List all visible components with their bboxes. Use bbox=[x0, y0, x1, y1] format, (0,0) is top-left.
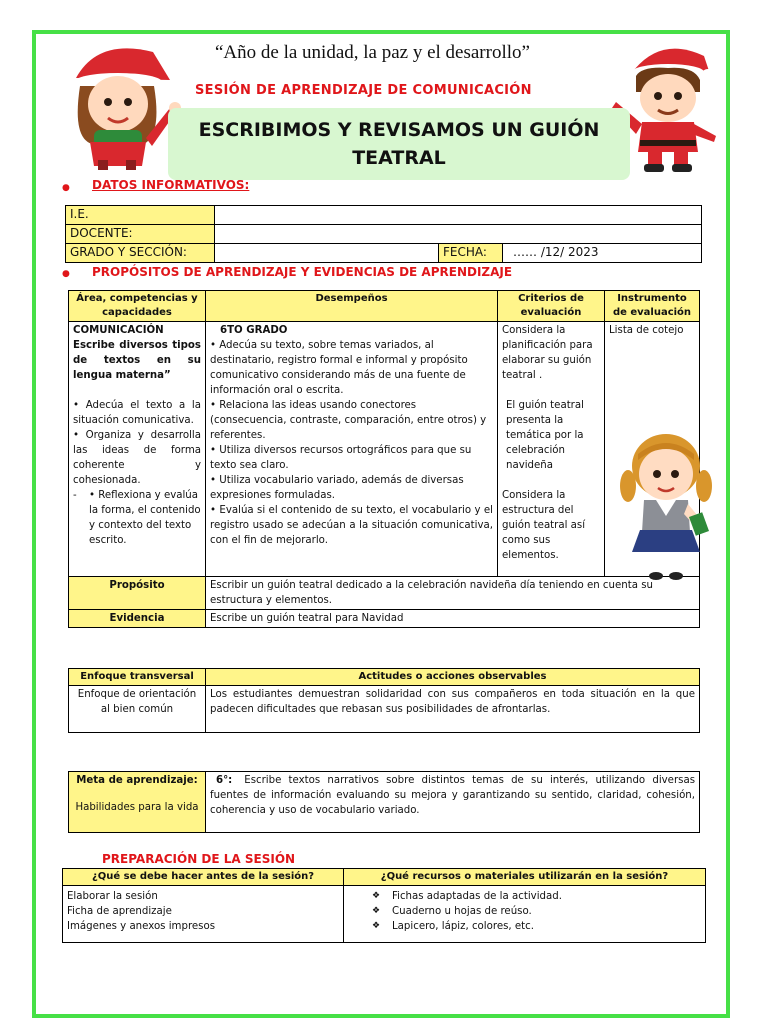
enfoque-text: Los estudiantes demuestran solidaridad con sus compañeros en toda situación en la que padecen dificultades que rebasan sus posibilidades de afrontarlas. bbox=[206, 686, 700, 733]
evidencia-label: Evidencia bbox=[69, 610, 206, 628]
antes-item: Ficha de aprendizaje bbox=[67, 906, 172, 917]
meta-table bbox=[68, 771, 700, 833]
ie-value bbox=[215, 206, 702, 225]
habilidades-label: Habilidades para la vida bbox=[75, 802, 199, 813]
desempeno-3: • Utiliza diversos recursos ortográficos para que su texto sea claro. bbox=[210, 445, 472, 471]
bullet-icon: ● bbox=[62, 269, 70, 279]
col-instrumento: Instrumento de evaluación bbox=[605, 291, 700, 322]
col-enfoque: Enfoque transversal bbox=[69, 669, 206, 686]
meta-label-cell bbox=[69, 772, 206, 833]
recursos-list bbox=[364, 889, 701, 934]
docente-value bbox=[215, 225, 702, 244]
antes-item: Elaborar la sesión bbox=[67, 891, 158, 902]
page-title bbox=[168, 116, 630, 172]
area-cell bbox=[69, 322, 206, 577]
capacidad-3: • Reflexiona y evalúa la forma, el contenido y contexto del texto escrito. bbox=[89, 490, 201, 546]
recurso-item: ❖ Cuaderno u hojas de reúso. bbox=[372, 904, 701, 919]
grado-value bbox=[215, 244, 439, 263]
meta-text: Escribe textos narrativos sobre distintos temas de su interés, utilizando diversas fuentes de información evaluando su mejora y garantizando su sentido, claridad, cohesión, coherencia y uso de vocabulario variado. bbox=[210, 775, 695, 816]
competencia: Escribe diversos tipos de textos en su lengua materna” bbox=[73, 340, 201, 381]
col-desempenos: Desempeños bbox=[206, 291, 498, 322]
criterios-cell bbox=[498, 322, 605, 577]
enfoque-name: Enfoque de orientación al bien común bbox=[69, 686, 206, 733]
col-criterios: Criterios de evaluación bbox=[498, 291, 605, 322]
proposito-text: Escribir un guión teatral dedicado a la celebración navideña día teniendo en cuenta su estructura y elementos. bbox=[206, 577, 700, 610]
meta-label: Meta de aprendizaje: bbox=[76, 775, 198, 786]
preparacion-heading: PREPARACIÓN DE LA SESIÓN bbox=[102, 852, 296, 866]
desempeno-5: • Evalúa si el contenido de su texto, el vocabulario y el registro usado se adecúan a la situación comunicativa, con el fin de mejorarlo. bbox=[210, 505, 493, 546]
capacidad-2: • Organiza y desarrolla las ideas de forma coherente y cohesionada. bbox=[73, 430, 201, 486]
meta-text-cell bbox=[206, 772, 700, 833]
desempeno-2: • Relaciona las ideas usando conectores (consecuencia, contraste, comparación, entre otros) y referentes. bbox=[210, 400, 487, 441]
capacidad-3-wrap: - • Reflexiona y evalúa la forma, el contenido y contexto del texto escrito. bbox=[73, 490, 201, 546]
motto-text: “Año de la unidad, la paz y el desarrollo” bbox=[215, 42, 530, 63]
session-title: SESIÓN DE APRENDIZAJE DE COMUNICACIÓN bbox=[195, 83, 532, 98]
fecha-value bbox=[503, 244, 702, 263]
antes-item: Imágenes y anexos impresos bbox=[67, 921, 216, 932]
antes-cell bbox=[63, 886, 344, 943]
col-recursos: ¿Qué recursos o materiales utilizarán en la sesión? bbox=[344, 869, 706, 886]
fecha-text: …… /12/ 2023 bbox=[513, 245, 599, 259]
recurso-item: ❖ Fichas adaptadas de la actividad. bbox=[372, 889, 701, 904]
propositos-table bbox=[68, 290, 700, 628]
propositos-heading: PROPÓSITOS DE APRENDIZAJE Y EVIDENCIAS DE APRENDIZAJE bbox=[92, 265, 513, 279]
evidencia-text: Escribe un guión teatral para Navidad bbox=[206, 610, 700, 628]
desempeno-1: • Adecúa su texto, sobre temas variados, al destinatario, registro formal e informal y propósito comunicativo considerando más de una fuente de información oral o escrita. bbox=[210, 340, 468, 396]
schoolgirl-illustration bbox=[614, 430, 718, 582]
instrumento-text: Lista de cotejo bbox=[609, 325, 684, 336]
criterio-1: Considera la planificación para elaborar su guión teatral . bbox=[502, 325, 593, 381]
bullet-icon: ● bbox=[62, 183, 70, 193]
recursos-cell bbox=[344, 886, 706, 943]
meta-grado: 6°: bbox=[216, 775, 233, 786]
enfoque-table bbox=[68, 668, 700, 733]
desempenos-cell bbox=[206, 322, 498, 577]
fecha-label: FECHA: bbox=[439, 244, 503, 263]
ie-label: I.E. bbox=[66, 206, 215, 225]
title-line-2: TEATRAL bbox=[352, 147, 446, 169]
grado-text: 6TO GRADO bbox=[220, 325, 288, 336]
proposito-label: Propósito bbox=[69, 577, 206, 610]
docente-label: DOCENTE: bbox=[66, 225, 215, 244]
criterio-3: Considera la estructura del guión teatral así como sus elementos. bbox=[502, 490, 586, 561]
datos-heading: DATOS INFORMATIVOS: bbox=[92, 178, 250, 192]
capacidad-1: • Adecúa el texto a la situación comunicativa. bbox=[73, 400, 201, 426]
grado-label: GRADO Y SECCIÓN: bbox=[66, 244, 215, 263]
col-antes: ¿Qué se debe hacer antes de la sesión? bbox=[63, 869, 344, 886]
datos-table bbox=[65, 205, 702, 263]
criterio-2: El guión teatral presenta la temática por la celebración navideña bbox=[506, 400, 584, 471]
area-name: COMUNICACIÓN bbox=[73, 325, 164, 336]
title-line-1: ESCRIBIMOS Y REVISAMOS UN GUIÓN bbox=[198, 119, 600, 141]
desempeno-4: • Utiliza vocabulario variado, además de diversas expresiones formuladas. bbox=[210, 475, 464, 501]
preparacion-table bbox=[62, 868, 706, 943]
col-actitudes: Actitudes o acciones observables bbox=[206, 669, 700, 686]
col-area: Área, competencias y capacidades bbox=[69, 291, 206, 322]
recurso-item: ❖ Lapicero, lápiz, colores, etc. bbox=[372, 919, 701, 934]
